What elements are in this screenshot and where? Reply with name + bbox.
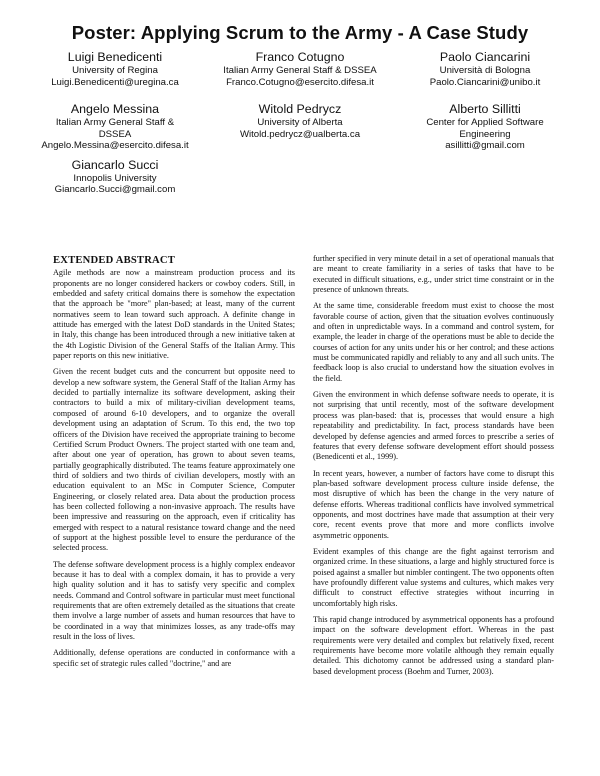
paragraph: Agile methods are now a mainstream production process and its proponents are no longer considered hackers or cowboy coders. Still, in embedded and safety critical domains there is somehow the expectation that the approach be "more" plan-based; at least, many of the current normatives seem to lean toward such approach. A definite change in attitude has emerged with the latest DoD standards in the United States; in Italy, this change has been introduced through a new initiative taken at the 4th Logistic Division of the General Staffs of the Italian Army. This paper reports on this new initiative. xyxy=(53,268,295,361)
author-affiliation: Center for Applied Software xyxy=(426,117,544,128)
paper-title: Poster: Applying Scrum to the Army - A Case Study xyxy=(71,22,529,43)
section-heading: EXTENDED ABSTRACT xyxy=(53,255,176,266)
author-email: asillitti@gmail.com xyxy=(445,140,525,151)
paragraph: In recent years, however, a number of factors have come to disrupt this plan-based software development process culture inside defense, the most disruptive of which has been the change in the very nature of defense efforts. Whereas traditional conflicts have involved symmetrical opponents, and most doctrines have made that assumption at their very core, recent events prove that more and more conflicts involve asymmetric opponents. xyxy=(313,468,554,540)
author-email: Giancarlo.Succi@gmail.com xyxy=(54,184,176,195)
left-column xyxy=(53,256,295,675)
author-succi xyxy=(40,158,190,196)
paragraph: Given the recent budget cuts and the concurrent but opposite need to develop a new software system, the General Staff of the Italian Army has decided to partially internalize its software development, asking their contractors to build a mix of military-civilian development teams, composed of around 6-10 developers, and to organize the overall development using an adaptation of Scrum. To this end, the two top officers of the Division have received the appropriate training to become Certified Scrum Product Owners. The project started with one team and, after about one year of operation, has grown to about seven teams, partially geographically distributed. The teams feature approximately one third of soldiers and two thirds of civilian developers, mostly with an education equivalent to an MSc in Computer Science, Computer Engineering, or closely related area. Data about the production process has been collected following a non-invasive approach. The results have been impressive and reassuring on the approach, even if criticality has emerged with respect to a natural resistance toward change and the need of support at the highest possible level to ensure the perdurance of the selected process. xyxy=(53,367,295,553)
author-email: Paolo.Ciancarini@unibo.it xyxy=(429,76,541,88)
author-name: Paolo Ciancarini xyxy=(439,50,531,64)
paragraph: further specified in very minute detail in a set of operational manuals that are meant to create familiarity in a series of tasks that have to be executed in difficult situations, e.g., under strict time constraint or in the presence of unknown threats. xyxy=(313,254,554,295)
author-email: Witold.pedrycz@ualberta.ca xyxy=(239,128,361,140)
paragraph: Evident examples of this change are the fight against terrorism and organized crime. In these situations, a large and highly structured force is poised against a smaller but nimbler contingent. The two opponents often have profoundly different value systems and cultures, which makes very difficult to construct effective strategies without incurring in uncomfortably high risks. xyxy=(313,546,554,608)
author-name: Giancarlo Succi xyxy=(71,157,159,172)
author-affiliation-cont: Engineering xyxy=(459,128,511,140)
author-name: Alberto Sillitti xyxy=(449,102,521,116)
author-name: Witold Pedrycz xyxy=(258,102,342,116)
author-affiliation: Italian Army General Staff & DSSEA xyxy=(223,65,377,76)
author-row-2 xyxy=(40,102,560,152)
author-affiliation: University of Alberta xyxy=(257,117,343,128)
author-ciancarini xyxy=(410,50,560,88)
author-affiliation: Innopolis University xyxy=(73,172,157,184)
author-pedrycz xyxy=(200,102,400,152)
paragraph: At the same time, considerable freedom must exist to choose the most favorable course of action, given that the situation evolves continuously and often in unpredictable ways. In a command and control system, for example, the leader in charge of the operations must be able to decide the courses of action for any units under his or her control; and these actions must be communicated rapidly and reliably to any and all such units. The feedback loop is also crucial to understand how the situation evolves in the field. xyxy=(313,301,554,383)
author-affiliation: Italian Army General Staff & DSSEA xyxy=(55,117,175,140)
right-column xyxy=(313,254,554,683)
author-cotugno xyxy=(200,50,400,88)
author-messina xyxy=(40,102,190,152)
author-email: Angelo.Messina@esercito.difesa.it xyxy=(41,140,189,151)
author-name: Luigi Benedicenti xyxy=(67,50,163,64)
author-affiliation: Università di Bologna xyxy=(439,65,531,76)
author-row-3 xyxy=(40,158,560,196)
author-email: Franco.Cotugno@esercito.difesa.it xyxy=(226,76,374,88)
paragraph: Additionally, defense operations are conducted in conformance with a specific set of strategic rules called "doctrine," and are xyxy=(53,648,295,668)
author-block xyxy=(40,50,560,202)
author-name: Franco Cotugno xyxy=(255,50,345,64)
paragraph: The defense software development process is a highly complex endeavor because it has to deal with a complex domain, it has to provide a very high quality solution and it has to satisfy very specific and complex needs. Command and Control software in particular must meet functional requirements that are often extremely detailed as the situations that create them involve a large number of assets and human resources that have to be coordinated in a way that minimizes losses, as any trade-offs may result in the loss of lives. xyxy=(53,559,295,642)
author-affiliation: University of Regina xyxy=(72,65,158,76)
author-row-1 xyxy=(40,50,560,88)
author-name: Angelo Messina xyxy=(70,102,160,116)
paragraph: Given the environment in which defense software needs to operate, it is not surprising that until recently, most of the software development process was plan-based: that is, processes that would ensure a high repeatability and predictability. In fact, process standards have been developed by defense agencies and armed forces to prescribe a series of features that every defense software development effort should possess (Benedicenti et al., 1999). xyxy=(313,390,554,462)
author-email: Luigi.Benedicenti@uregina.ca xyxy=(51,76,179,88)
paragraph: This rapid change introduced by asymmetrical opponents has a profound impact on the software development effort. Whereas in the past requirements were very detailed and complex but relatively fixed, recent requirements have become more volatile although they remain equally detailed. This dichotomy cannot be addressed using a standard plan-based development process (Boehm and Turner, 2003). xyxy=(313,615,554,676)
author-sillitti xyxy=(410,102,560,152)
author-benedicenti xyxy=(40,50,190,88)
